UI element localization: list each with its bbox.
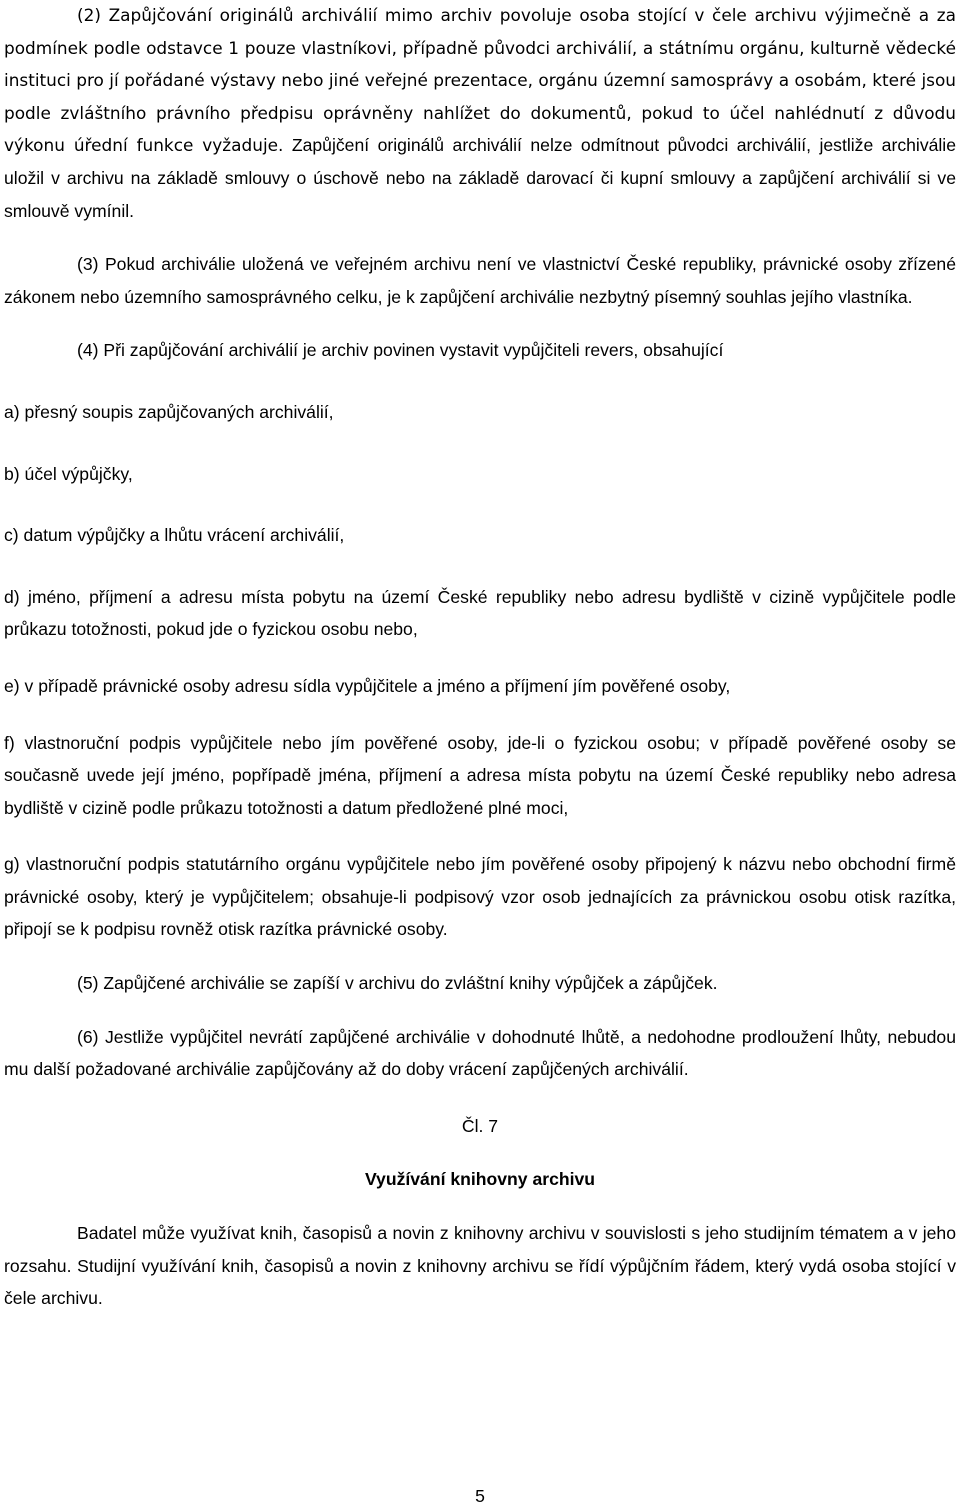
article-number: Čl. 7 [461,1115,499,1136]
page-number: 5 [475,1486,485,1506]
list-item-a: a) přesný soupis zapůjčovaných archiválií, [4,401,334,422]
document-page [4,0,956,1509]
paragraph-4: (4) Při zapůjčování archiválií je archiv povinen vystavit vypůjčiteli revers, obsahující [77,340,724,361]
list-item-f: f) vlastnoruční podpis vypůjčitele nebo jím pověřené osoby, jde-li o fyzickou osobu; v případě pověřené osoby se současně uvede její jméno, popřípadě jména, příjmení a adresa místa pobytu na území České republiky nebo adresa bydliště v cizině podle průkazu totožnosti a datum předložené plné moci, [4,732,956,818]
list-item-c: c) datum výpůjčky a lhůtu vrácení archiválií, [4,525,345,546]
list-item-d: d) jméno, příjmení a adresu místa pobytu na území České republiky nebo adresu bydliště v cizině vypůjčitele podle průkazu totožnosti, pokud jde o fyzickou osobu nebo, [4,586,956,640]
paragraph-3: (3) Pokud archiválie uložená ve veřejném archivu není ve vlastnictví České republiky, právnické osoby zřízené zákonem nebo územního samosprávného celku, je k zapůjčení archiválie nezbytný písemný souhlas jejího vlastníka. [4,254,956,307]
list-item-b: b) účel výpůjčky, [4,463,133,484]
paragraph-5: (5) Zapůjčené archiválie se zapíší v archivu do zvláštní knihy výpůjček a zápůjček. [77,973,718,994]
paragraph-2 [4,0,956,227]
paragraph-library: Badatel může využívat knih, časopisů a novin z knihovny archivu v souvislosti s jeho studijním tématem a v jeho rozsahu. Studijní využívání knih, časopisů a novin z knihovny archivu se řídí výpůjčním řádem, který vydá osoba stojící v čele archivu. [4,1223,956,1309]
list-item-e: e) v případě právnické osoby adresu sídla vypůjčitele a jméno a příjmení jím pověřené osoby, [4,675,731,696]
paragraph-2-second-part: Zapůjčení originálů archiválií nelze odmítnout původci archiválií, jestliže archiválie uložil v archivu na základě smlouvy o úschově nebo na základě darovací či kupní smlouvy a zapůjčení archiválií si ve smlouvě vymínil. [4,135,956,221]
article-title: Využívání knihovny archivu [364,1169,596,1190]
list-item-g: g) vlastnoruční podpis statutárního orgánu vypůjčitele nebo jím pověřené osoby připojený k názvu nebo obchodní firmě právnické osoby, který je vypůjčitelem; obsahuje-li podpisový vzor osob jednajících za právnickou osobu otisk razítka, připojí se k podpisu rovněž otisk razítka právnické osoby. [4,854,956,940]
paragraph-2-first-part: (2) Zapůjčování originálů archiválií mimo archiv povoluje osoba stojící v čele archivu výjimečně a za podmínek podle odstavce 1 pouze vlastníkovi, případně původci archiválií, a státnímu orgánu, kulturně vědecké instituci pro jí pořádané výstavy nebo jiné veřejné prezentace, orgánu územní samosprávy a osobám, které jsou podle zvláštního právního předpisu oprávněny nahlížet do dokumentů, pokud to účel nahlédnutí z důvodu výkonu úřední funkce vyžaduje. [4,5,956,156]
paragraph-6: (6) Jestliže vypůjčitel nevrátí zapůjčené archiválie v dohodnuté lhůtě, a nedohodne prodloužení lhůty, nebudou mu další požadované archiválie zapůjčovány až do doby vrácení zapůjčených archiválií. [4,1026,956,1080]
